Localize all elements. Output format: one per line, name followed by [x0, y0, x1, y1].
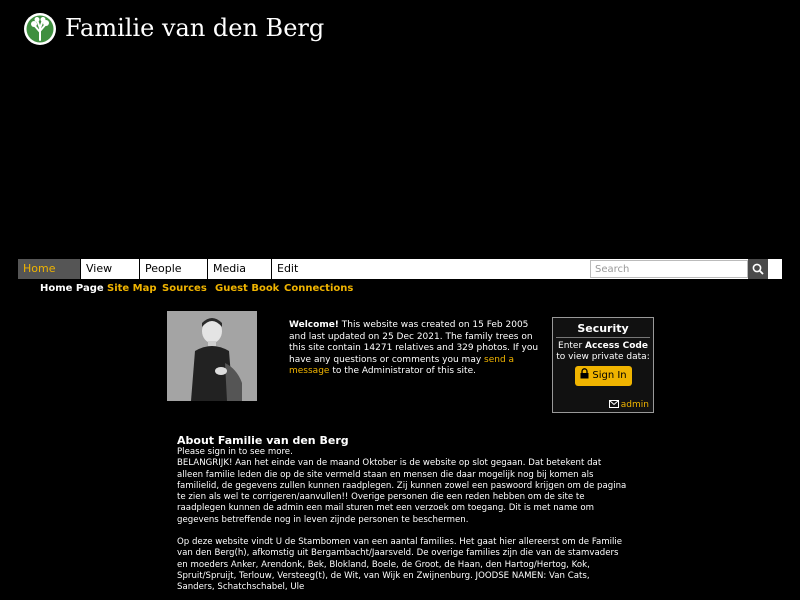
search-icon	[748, 259, 768, 279]
subnav-sources[interactable]: Sources	[162, 283, 207, 294]
security-text-prefix: Enter	[558, 341, 586, 351]
send-message-link[interactable]: send a message	[289, 354, 515, 376]
about-paragraph-1: BELANGRIJK! Aan het einde van de maand Oktober is de website op slot gegaan. Dat betekent dat alleen familie leden die op de site vermeld staan en mensen die daar mogelijk nog bij komen als familielid, de gegevens zullen kunnen raadplegen. Zij kunnen zowel een paswoord krijgen om de pagina te zien als wel te corrigeren/aanvullen!! Overige personen die een reden hebben om de site te raadplegen kunnen de admin een mail sturen met een verzoek om toegang. Dit is met name om gegevens betreffende nog in leven zijnde personen te beschermen.	[177, 458, 627, 525]
portrait-photo	[167, 311, 257, 401]
about-content	[177, 447, 627, 594]
subnav-home-page: Home Page	[40, 283, 104, 294]
welcome-text-end: to the Administrator of this site.	[329, 366, 476, 376]
tree-logo-icon	[23, 12, 57, 46]
security-divider	[556, 337, 650, 338]
sign-in-note: Please sign in to see more.	[177, 447, 293, 457]
subnav-guest-book[interactable]: Guest Book	[215, 283, 280, 294]
envelope-icon	[609, 400, 619, 408]
about-title: About Familie van den Berg	[177, 434, 349, 447]
nav-edit[interactable]: Edit	[277, 262, 299, 275]
site-title[interactable]: Familie van den Berg	[65, 14, 325, 42]
security-text-suffix: to view private data:	[556, 352, 650, 362]
nav-media[interactable]: Media	[208, 259, 272, 279]
search-button[interactable]	[748, 259, 768, 279]
security-panel	[552, 317, 654, 413]
site-logo[interactable]	[23, 12, 57, 46]
security-instructions	[553, 341, 653, 363]
sign-in-button[interactable]	[575, 366, 632, 386]
search-input[interactable]	[590, 260, 748, 278]
admin-link[interactable]	[609, 400, 649, 410]
admin-label: admin	[620, 400, 649, 410]
nav-view[interactable]: View	[81, 259, 140, 279]
featured-photo[interactable]	[167, 311, 257, 401]
subnav-connections[interactable]: Connections	[284, 283, 354, 294]
welcome-text: This website was created on 15 Feb 2005 and last updated on 25 Dec 2021. The family trees on this site contain 14271 relatives and 329 photos. If you have any questions or comments you may	[289, 320, 539, 365]
subnav-site-map[interactable]: Site Map	[107, 283, 157, 294]
main-navbar	[18, 259, 782, 279]
welcome-message	[289, 320, 539, 378]
sign-in-label: Sign In	[592, 370, 627, 381]
access-code-label: Access Code	[585, 341, 648, 351]
security-title: Security	[577, 322, 629, 335]
nav-home[interactable]: Home	[18, 259, 81, 279]
welcome-heading: Welcome!	[289, 320, 339, 330]
nav-people[interactable]: People	[140, 259, 208, 279]
lock-icon	[580, 368, 589, 379]
about-paragraph-2: Op deze website vindt U de Stambomen van een aantal families. Het gaat hier allereerst om de Familie van den Berg(h), afkomstig uit Bergambacht/Jaarsveld. De overige families zijn die van de stamvaders en moeders Anker, Arendonk, Bek, Blokland, Boele, de Groot, de Haan, den Hartog/Hertog, Kok, Spruit/Spruijt, Terlouw, Versteeg(t), de Wit, van Wijk en Zwijnenburg. JOODSE NAMEN: Van Cats, Sanders, Schatchschabel, Ule	[177, 537, 623, 593]
